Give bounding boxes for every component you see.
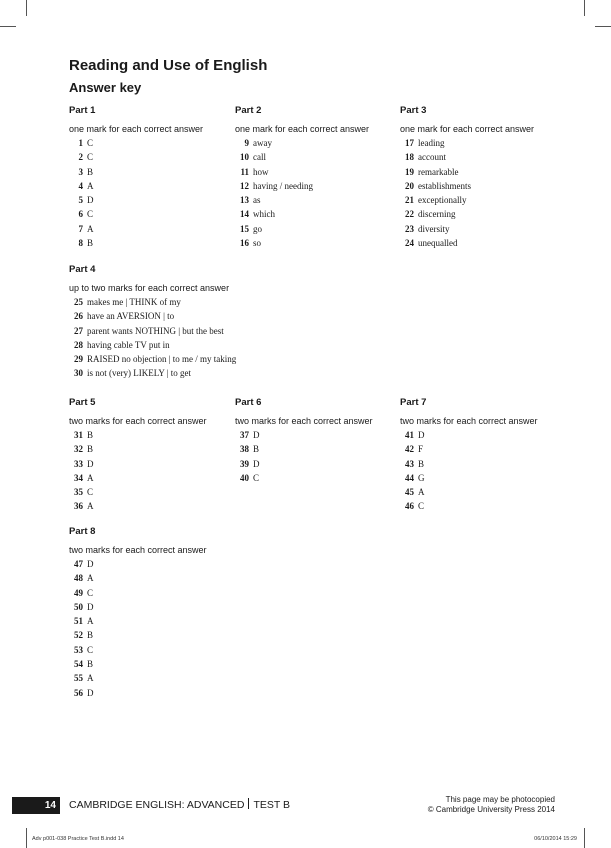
answer-text: A xyxy=(418,487,425,498)
answer-item xyxy=(400,442,538,456)
answer-text: C xyxy=(87,587,94,598)
question-number: 27 xyxy=(74,325,83,336)
crop-mark xyxy=(0,26,16,27)
answer-text: go xyxy=(253,223,262,234)
answer-item xyxy=(235,193,369,207)
question-number: 32 xyxy=(74,444,83,455)
answer-text: C xyxy=(253,472,260,483)
answer-item xyxy=(400,499,538,513)
answer-text: B xyxy=(418,458,425,469)
question-number: 29 xyxy=(74,354,83,365)
part-title: Part 6 xyxy=(235,397,262,408)
question-number: 20 xyxy=(405,180,414,191)
answer-item xyxy=(69,499,207,513)
answer-text: have an AVERSION | to xyxy=(87,311,175,322)
answer-item xyxy=(69,136,203,150)
answer-list xyxy=(235,428,373,485)
answer-text: B xyxy=(87,166,94,177)
question-number: 12 xyxy=(240,180,249,191)
question-number: 24 xyxy=(405,238,414,249)
answer-text: A xyxy=(87,223,94,234)
question-number: 21 xyxy=(405,195,414,206)
answer-text: exceptionally xyxy=(418,195,467,206)
answer-item xyxy=(69,207,203,221)
footer-divider xyxy=(248,798,249,809)
answer-text: D xyxy=(87,601,94,612)
answer-text: D xyxy=(253,458,260,469)
answer-text: having cable TV put in xyxy=(87,339,170,350)
answer-item xyxy=(400,222,534,236)
question-number: 53 xyxy=(74,644,83,655)
part-6 xyxy=(235,396,373,485)
question-number: 25 xyxy=(74,297,83,307)
answer-text: which xyxy=(253,209,275,220)
part-3 xyxy=(400,104,534,250)
question-number: 22 xyxy=(405,209,414,220)
answer-item xyxy=(69,366,236,380)
answer-list xyxy=(69,428,207,514)
page-subtitle: Answer key xyxy=(69,80,142,95)
answer-item xyxy=(69,600,207,614)
answer-text: as xyxy=(253,195,261,206)
answer-item xyxy=(400,471,538,485)
part-title: Part 7 xyxy=(400,397,427,408)
answer-item xyxy=(69,179,203,193)
part-instruction: one mark for each correct answer xyxy=(400,124,535,134)
answer-text: B xyxy=(253,444,260,455)
question-number: 15 xyxy=(240,223,249,234)
question-number: 54 xyxy=(74,659,83,670)
answer-item xyxy=(400,236,534,250)
question-number: 35 xyxy=(74,487,83,498)
answer-item xyxy=(400,193,534,207)
answer-text: D xyxy=(253,430,260,440)
answer-text: F xyxy=(418,444,424,455)
answer-item xyxy=(69,671,207,685)
part-instruction: up to two marks for each correct answer xyxy=(69,283,230,293)
question-number: 31 xyxy=(74,430,83,440)
answer-item xyxy=(235,457,373,471)
copyright-line: © Cambridge University Press 2014 xyxy=(427,805,555,814)
question-number: 1 xyxy=(78,138,83,148)
part-instruction: one mark for each correct answer xyxy=(235,124,370,134)
footer-brand-exam: CAMBRIDGE ENGLISH: ADVANCED xyxy=(69,799,245,811)
answer-text: establishments xyxy=(418,180,471,191)
question-number: 37 xyxy=(240,430,249,440)
answer-item xyxy=(235,150,369,164)
answer-text: D xyxy=(87,687,94,698)
question-number: 5 xyxy=(78,195,83,206)
question-number: 34 xyxy=(74,472,83,483)
answer-text: D xyxy=(87,195,94,206)
question-number: 41 xyxy=(405,430,414,440)
question-number: 18 xyxy=(405,152,414,163)
answer-item xyxy=(400,179,534,193)
question-number: 46 xyxy=(405,501,414,512)
answer-text: C xyxy=(87,152,94,163)
answer-text: parent wants NOTHING | but the best xyxy=(87,325,224,336)
answer-item xyxy=(69,586,207,600)
answer-text: D xyxy=(418,430,425,440)
crop-mark xyxy=(584,828,585,848)
answer-item xyxy=(235,442,373,456)
part-title: Part 8 xyxy=(69,526,96,537)
question-number: 6 xyxy=(78,209,83,220)
question-number: 4 xyxy=(78,180,83,191)
crop-mark xyxy=(26,828,27,848)
answer-text: having / needing xyxy=(253,180,313,191)
answer-text: G xyxy=(418,472,425,483)
footer-brand xyxy=(69,798,290,813)
question-number: 42 xyxy=(405,444,414,455)
answer-text: B xyxy=(87,444,94,455)
answer-item xyxy=(69,150,203,164)
answer-item xyxy=(235,179,369,193)
answer-text: diversity xyxy=(418,223,450,234)
question-number: 43 xyxy=(405,458,414,469)
question-number: 13 xyxy=(240,195,249,206)
answer-item xyxy=(69,324,236,338)
question-number: 16 xyxy=(240,238,249,249)
answer-item xyxy=(69,457,207,471)
answer-item xyxy=(69,657,207,671)
question-number: 11 xyxy=(240,166,249,177)
question-number: 17 xyxy=(405,138,414,148)
answer-item xyxy=(69,295,236,309)
answer-item xyxy=(69,628,207,642)
answer-text: unequalled xyxy=(418,238,458,249)
answer-item xyxy=(69,428,207,442)
answer-text: leading xyxy=(418,138,445,148)
answer-text: A xyxy=(87,472,94,483)
answer-text: A xyxy=(87,180,94,191)
answer-item xyxy=(235,222,369,236)
answer-item xyxy=(69,557,207,571)
answer-item xyxy=(400,428,538,442)
part-title: Part 2 xyxy=(235,105,262,116)
question-number: 9 xyxy=(244,138,249,148)
answer-item xyxy=(69,643,207,657)
answer-item xyxy=(235,207,369,221)
question-number: 30 xyxy=(74,368,83,379)
question-number: 36 xyxy=(74,501,83,512)
question-number: 56 xyxy=(74,687,83,698)
crop-mark xyxy=(595,26,611,27)
page-number: 14 xyxy=(12,797,60,814)
answer-item xyxy=(400,207,534,221)
part-instruction: two marks for each correct answer xyxy=(69,545,207,555)
question-number: 45 xyxy=(405,487,414,498)
answer-text: B xyxy=(87,659,94,670)
answer-list xyxy=(235,136,369,250)
part-1 xyxy=(69,104,203,250)
question-number: 10 xyxy=(240,152,249,163)
question-number: 23 xyxy=(405,223,414,234)
answer-list xyxy=(400,428,538,514)
answer-text: A xyxy=(87,573,94,584)
answer-item xyxy=(400,457,538,471)
part-title: Part 3 xyxy=(400,105,427,116)
answer-item xyxy=(69,222,203,236)
part-instruction: two marks for each correct answer xyxy=(400,416,538,426)
answer-item xyxy=(69,236,203,250)
question-number: 38 xyxy=(240,444,249,455)
answer-text: account xyxy=(418,152,446,163)
question-number: 52 xyxy=(74,630,83,641)
crop-mark xyxy=(26,0,27,16)
answer-text: C xyxy=(87,209,94,220)
answer-text: so xyxy=(253,238,262,249)
question-number: 55 xyxy=(74,673,83,684)
part-instruction: one mark for each correct answer xyxy=(69,124,204,134)
answer-item xyxy=(69,193,203,207)
part-instruction: two marks for each correct answer xyxy=(69,416,207,426)
answer-text: makes me | THINK of my xyxy=(87,297,181,307)
question-number: 26 xyxy=(74,311,83,322)
answer-item xyxy=(235,165,369,179)
footer-brand-test: TEST B xyxy=(253,799,291,811)
question-number: 50 xyxy=(74,601,83,612)
answer-text: B xyxy=(87,630,94,641)
answer-text: B xyxy=(87,238,94,249)
print-slug-file: Adv p001-038 Practice Test B.indd 14 xyxy=(32,836,124,842)
photocopy-notice: This page may be photocopied xyxy=(445,795,555,804)
answer-text: how xyxy=(253,166,269,177)
answer-text: B xyxy=(87,430,94,440)
part-2 xyxy=(235,104,369,250)
answer-item xyxy=(69,338,236,352)
page-title: Reading and Use of English xyxy=(69,57,268,74)
part-title: Part 1 xyxy=(69,105,96,116)
answer-text: is not (very) LIKELY | to get xyxy=(87,368,192,379)
answer-item xyxy=(235,136,369,150)
answer-text: remarkable xyxy=(418,166,459,177)
question-number: 47 xyxy=(74,559,83,569)
part-5 xyxy=(69,396,207,514)
part-7 xyxy=(400,396,538,514)
answer-item xyxy=(235,236,369,250)
answer-text: discerning xyxy=(418,209,456,220)
question-number: 19 xyxy=(405,166,414,177)
answer-text: RAISED no objection | to me / my taking xyxy=(87,354,237,365)
answer-text: away xyxy=(253,138,272,148)
question-number: 48 xyxy=(74,573,83,584)
question-number: 51 xyxy=(74,616,83,627)
answer-text: A xyxy=(87,673,94,684)
question-number: 14 xyxy=(240,209,249,220)
answer-item xyxy=(69,686,207,700)
answer-list xyxy=(69,557,207,700)
answer-text: D xyxy=(87,458,94,469)
crop-mark xyxy=(584,0,585,16)
answer-item xyxy=(69,571,207,585)
answer-item xyxy=(69,165,203,179)
answer-text: A xyxy=(87,616,94,627)
question-number: 49 xyxy=(74,587,83,598)
answer-item xyxy=(69,309,236,323)
question-number: 2 xyxy=(78,152,83,163)
answer-text: C xyxy=(87,487,94,498)
question-number: 44 xyxy=(405,472,414,483)
answer-item xyxy=(400,485,538,499)
answer-item xyxy=(235,471,373,485)
answer-item xyxy=(400,150,534,164)
answer-text: call xyxy=(253,152,266,163)
copyright-notice xyxy=(428,795,555,815)
answer-item xyxy=(69,614,207,628)
question-number: 40 xyxy=(240,472,249,483)
part-4 xyxy=(69,263,236,381)
answer-text: D xyxy=(87,559,94,569)
part-title: Part 4 xyxy=(69,264,96,275)
answer-item xyxy=(235,428,373,442)
question-number: 8 xyxy=(78,238,83,249)
answer-text: C xyxy=(418,501,425,512)
print-slug-date: 06/10/2014 15:29 xyxy=(534,836,577,842)
answer-item xyxy=(69,352,236,366)
part-instruction: two marks for each correct answer xyxy=(235,416,373,426)
answer-item xyxy=(69,485,207,499)
answer-list xyxy=(69,295,236,381)
question-number: 28 xyxy=(74,339,83,350)
answer-item xyxy=(69,442,207,456)
answer-text: C xyxy=(87,644,94,655)
part-8 xyxy=(69,525,207,700)
answer-list xyxy=(69,136,203,250)
question-number: 33 xyxy=(74,458,83,469)
answer-text: C xyxy=(87,138,94,148)
question-number: 7 xyxy=(78,223,83,234)
part-title: Part 5 xyxy=(69,397,96,408)
answer-item xyxy=(400,136,534,150)
answer-list xyxy=(400,136,534,250)
answer-item xyxy=(400,165,534,179)
answer-item xyxy=(69,471,207,485)
answer-text: A xyxy=(87,501,94,512)
question-number: 3 xyxy=(78,166,83,177)
question-number: 39 xyxy=(240,458,249,469)
